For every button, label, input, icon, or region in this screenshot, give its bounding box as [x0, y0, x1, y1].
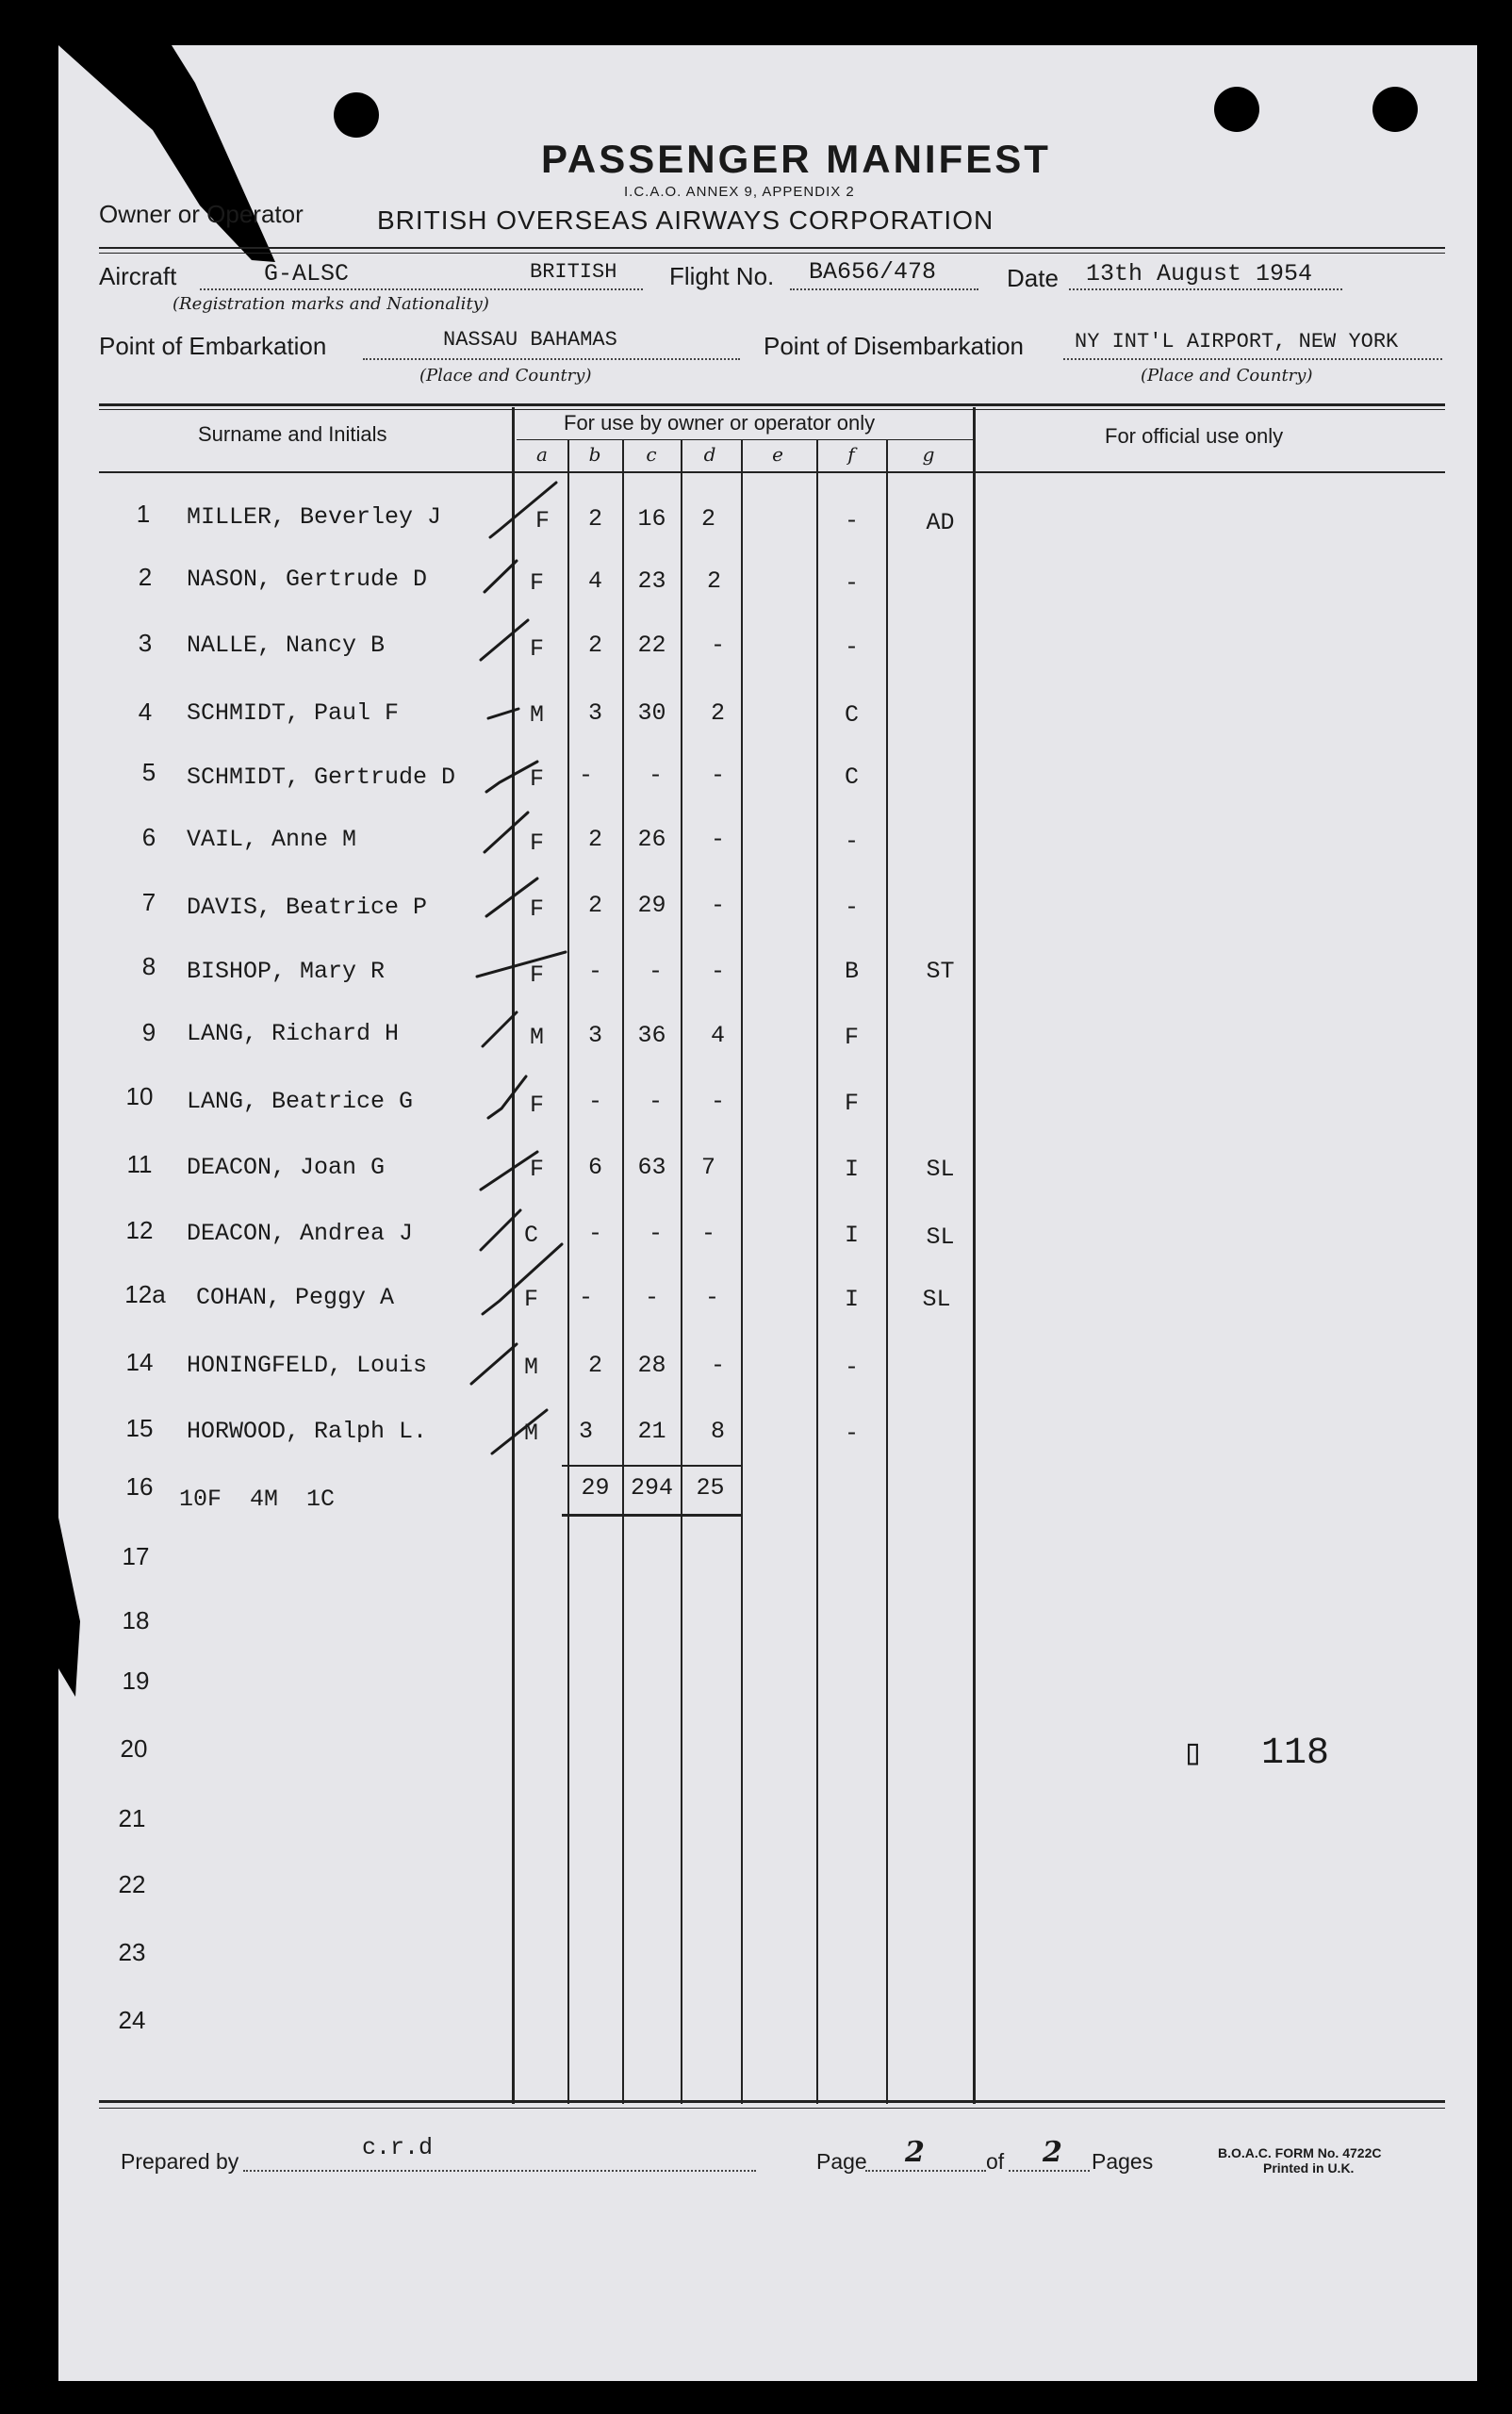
cell-d: -: [710, 1088, 725, 1115]
cell-f: -: [844, 894, 859, 921]
embark-note: (Place and Country): [419, 366, 592, 386]
passenger-name: COHAN, Peggy A: [196, 1284, 395, 1311]
cell-b: 2: [587, 826, 602, 853]
passenger-name: HONINGFELD, Louis: [187, 1352, 428, 1379]
cell-f: I: [844, 1222, 859, 1249]
cell-f: C: [844, 764, 859, 791]
of-label: of: [986, 2149, 1005, 2174]
cell-d: -: [710, 958, 725, 985]
cell-a: F: [534, 507, 550, 534]
passenger-name: NALLE, Nancy B: [187, 632, 386, 659]
passenger-name: LANG, Beatrice G: [187, 1088, 414, 1115]
total-d: 25: [696, 1474, 725, 1502]
disembark-label: Point of Disembarkation: [764, 332, 1025, 360]
row-number: 8: [141, 952, 156, 980]
cell-b: 2: [587, 1352, 602, 1379]
flight-value: BA656/478: [809, 258, 937, 286]
col-header-a: a: [536, 443, 548, 466]
cell-f: -: [844, 1420, 859, 1447]
cell-a: F: [529, 895, 544, 923]
sex-summary: 10F 4M 1C: [179, 1486, 336, 1513]
cell-f: -: [844, 507, 859, 534]
total-b: 29: [581, 1474, 610, 1502]
row-number: 12a: [124, 1280, 166, 1308]
cell-b: 6: [587, 1154, 602, 1181]
col-header-e: e: [772, 443, 783, 466]
cell-b: 2: [587, 892, 602, 919]
row-number: 12: [125, 1216, 154, 1244]
cell-c: -: [648, 1088, 663, 1115]
page-label: Page: [816, 2149, 867, 2174]
cell-c: 28: [637, 1352, 666, 1379]
row-number: 1: [136, 500, 151, 528]
cell-a: M: [529, 701, 544, 729]
cell-d: 7: [700, 1154, 715, 1181]
nationality-value: BRITISH: [530, 260, 617, 284]
cell-d: 2: [710, 699, 725, 727]
row-number: 21: [118, 1804, 146, 1832]
cell-a: F: [523, 1286, 538, 1313]
cell-f: B: [844, 958, 859, 985]
cell-d: -: [710, 1352, 725, 1379]
cell-a: C: [523, 1222, 538, 1249]
cell-d: 2: [700, 505, 715, 533]
cell-g: AD: [926, 509, 955, 536]
owner-value: BRITISH OVERSEAS AIRWAYS CORPORATION: [377, 205, 994, 235]
cell-c: 16: [637, 505, 666, 533]
cell-g: SL: [926, 1223, 955, 1251]
cell-a: F: [529, 961, 544, 989]
cell-a: M: [523, 1420, 538, 1447]
col-header-d: d: [703, 443, 716, 466]
cell-b: 4: [587, 567, 602, 595]
passenger-name: NASON, Gertrude D: [187, 566, 428, 593]
cell-c: -: [644, 1284, 659, 1311]
surname-header: Surname and Initials: [198, 422, 387, 446]
cell-b: -: [578, 1284, 593, 1311]
cell-f: I: [844, 1156, 859, 1183]
cell-f: C: [844, 701, 859, 729]
passenger-name: BISHOP, Mary R: [187, 958, 386, 985]
cell-f: F: [844, 1090, 859, 1117]
cell-d: -: [704, 1284, 719, 1311]
prepared-value: c.r.d: [362, 2134, 434, 2161]
row-number: 4: [138, 698, 153, 726]
passenger-name: DEACON, Joan G: [187, 1154, 386, 1181]
cell-c: -: [648, 958, 663, 985]
embark-value: NASSAU BAHAMAS: [443, 328, 617, 352]
passenger-name: LANG, Richard H: [187, 1020, 400, 1047]
cell-d: 8: [710, 1418, 725, 1445]
cell-d: -: [710, 632, 725, 659]
aircraft-value: G-ALSC: [264, 260, 350, 287]
cell-b: 3: [587, 699, 602, 727]
cell-a: F: [529, 1156, 544, 1183]
cell-d: 4: [710, 1022, 725, 1049]
embark-label: Point of Embarkation: [99, 332, 327, 360]
cell-c: 63: [637, 1154, 666, 1181]
cell-d: -: [710, 762, 725, 789]
official-header: For official use only: [1105, 424, 1284, 448]
cell-f: -: [844, 633, 859, 661]
prepared-label: Prepared by: [121, 2149, 239, 2174]
flight-label: Flight No.: [669, 262, 775, 290]
col-header-c: c: [646, 443, 657, 466]
cell-b: 3: [587, 1022, 602, 1049]
registration-note: (Registration marks and Nationality): [173, 294, 489, 314]
official-note: 118: [1261, 1732, 1330, 1775]
of-value: 2: [1043, 2136, 1062, 2169]
col-header-g: g: [922, 443, 935, 466]
cell-d: -: [700, 1220, 715, 1247]
row-number: 10: [125, 1082, 154, 1110]
row-number: 16: [125, 1472, 154, 1501]
date-value: 13th August 1954: [1086, 260, 1313, 287]
form-subtitle: I.C.A.O. ANNEX 9, APPENDIX 2: [624, 184, 855, 200]
row-number: 24: [118, 2006, 146, 2034]
row-number: 23: [118, 1938, 146, 1966]
passenger-name: MILLER, Beverley J: [187, 503, 442, 531]
cell-b: -: [587, 1088, 602, 1115]
row-number: 2: [138, 563, 153, 591]
pages-label: Pages: [1092, 2149, 1154, 2174]
cell-f: -: [844, 1354, 859, 1381]
aircraft-label: Aircraft: [99, 262, 177, 290]
cell-b: 2: [587, 632, 602, 659]
cell-b: -: [578, 762, 593, 789]
cell-a: M: [523, 1354, 538, 1381]
passenger-name: SCHMIDT, Gertrude D: [187, 764, 456, 791]
operator-header: For use by owner or operator only: [564, 411, 876, 435]
cell-g: SL: [926, 1156, 955, 1183]
cell-c: 29: [637, 892, 666, 919]
cell-f: F: [844, 1024, 859, 1051]
row-number: 14: [125, 1348, 154, 1376]
row-number: 3: [138, 629, 153, 657]
cell-d: -: [710, 892, 725, 919]
cell-f: -: [844, 569, 859, 597]
official-stamp-mark: ▯: [1182, 1734, 1204, 1775]
printed-note: Printed in U.K.: [1263, 2160, 1355, 2176]
row-number: 9: [141, 1018, 156, 1046]
cell-a: F: [529, 829, 544, 857]
cell-g: ST: [926, 958, 955, 985]
date-label: Date: [1007, 264, 1059, 292]
cell-c: -: [648, 1220, 663, 1247]
cell-g: SL: [922, 1286, 951, 1313]
total-c: 294: [630, 1474, 673, 1502]
row-number: 5: [141, 758, 156, 786]
row-number: 11: [126, 1150, 153, 1178]
cell-c: 23: [637, 567, 666, 595]
disembark-note: (Place and Country): [1141, 366, 1313, 386]
page-value: 2: [905, 2136, 925, 2169]
cell-a: F: [529, 569, 544, 597]
owner-label: Owner or Operator: [99, 200, 304, 228]
cell-d: 2: [706, 567, 721, 595]
cell-d: -: [710, 826, 725, 853]
passenger-name: DAVIS, Beatrice P: [187, 894, 428, 921]
cell-b: -: [587, 958, 602, 985]
cell-c: 26: [637, 826, 666, 853]
cell-f: -: [844, 828, 859, 855]
cell-c: -: [648, 762, 663, 789]
cell-f: I: [844, 1286, 859, 1313]
row-number: 7: [141, 888, 156, 916]
col-header-f: f: [847, 443, 855, 466]
row-number: 18: [122, 1606, 150, 1634]
cell-c: 36: [637, 1022, 666, 1049]
passenger-name: SCHMIDT, Paul F: [187, 699, 400, 727]
passenger-name: HORWOOD, Ralph L.: [187, 1418, 428, 1445]
cell-c: 22: [637, 632, 666, 659]
cell-b: -: [587, 1220, 602, 1247]
row-number: 17: [122, 1542, 150, 1570]
cell-a: M: [529, 1024, 544, 1051]
passenger-name: VAIL, Anne M: [187, 826, 357, 853]
cell-b: 3: [578, 1418, 593, 1445]
cell-a: F: [529, 765, 544, 793]
form-title: PASSENGER MANIFEST: [541, 137, 1051, 181]
row-number: 6: [141, 823, 156, 851]
cell-b: 2: [587, 505, 602, 533]
row-number: 20: [120, 1734, 148, 1763]
row-number: 19: [122, 1667, 150, 1695]
row-number: 22: [118, 1870, 146, 1898]
disembark-value: NY INT'L AIRPORT, NEW YORK: [1075, 330, 1399, 353]
cell-c: 30: [637, 699, 666, 727]
cell-c: 21: [637, 1418, 666, 1445]
row-number: 15: [125, 1414, 154, 1442]
passenger-name: DEACON, Andrea J: [187, 1220, 414, 1247]
col-header-b: b: [588, 443, 601, 466]
cell-a: F: [529, 1092, 544, 1119]
form-number: B.O.A.C. FORM No. 4722C: [1218, 2145, 1382, 2160]
cell-a: F: [529, 635, 544, 663]
